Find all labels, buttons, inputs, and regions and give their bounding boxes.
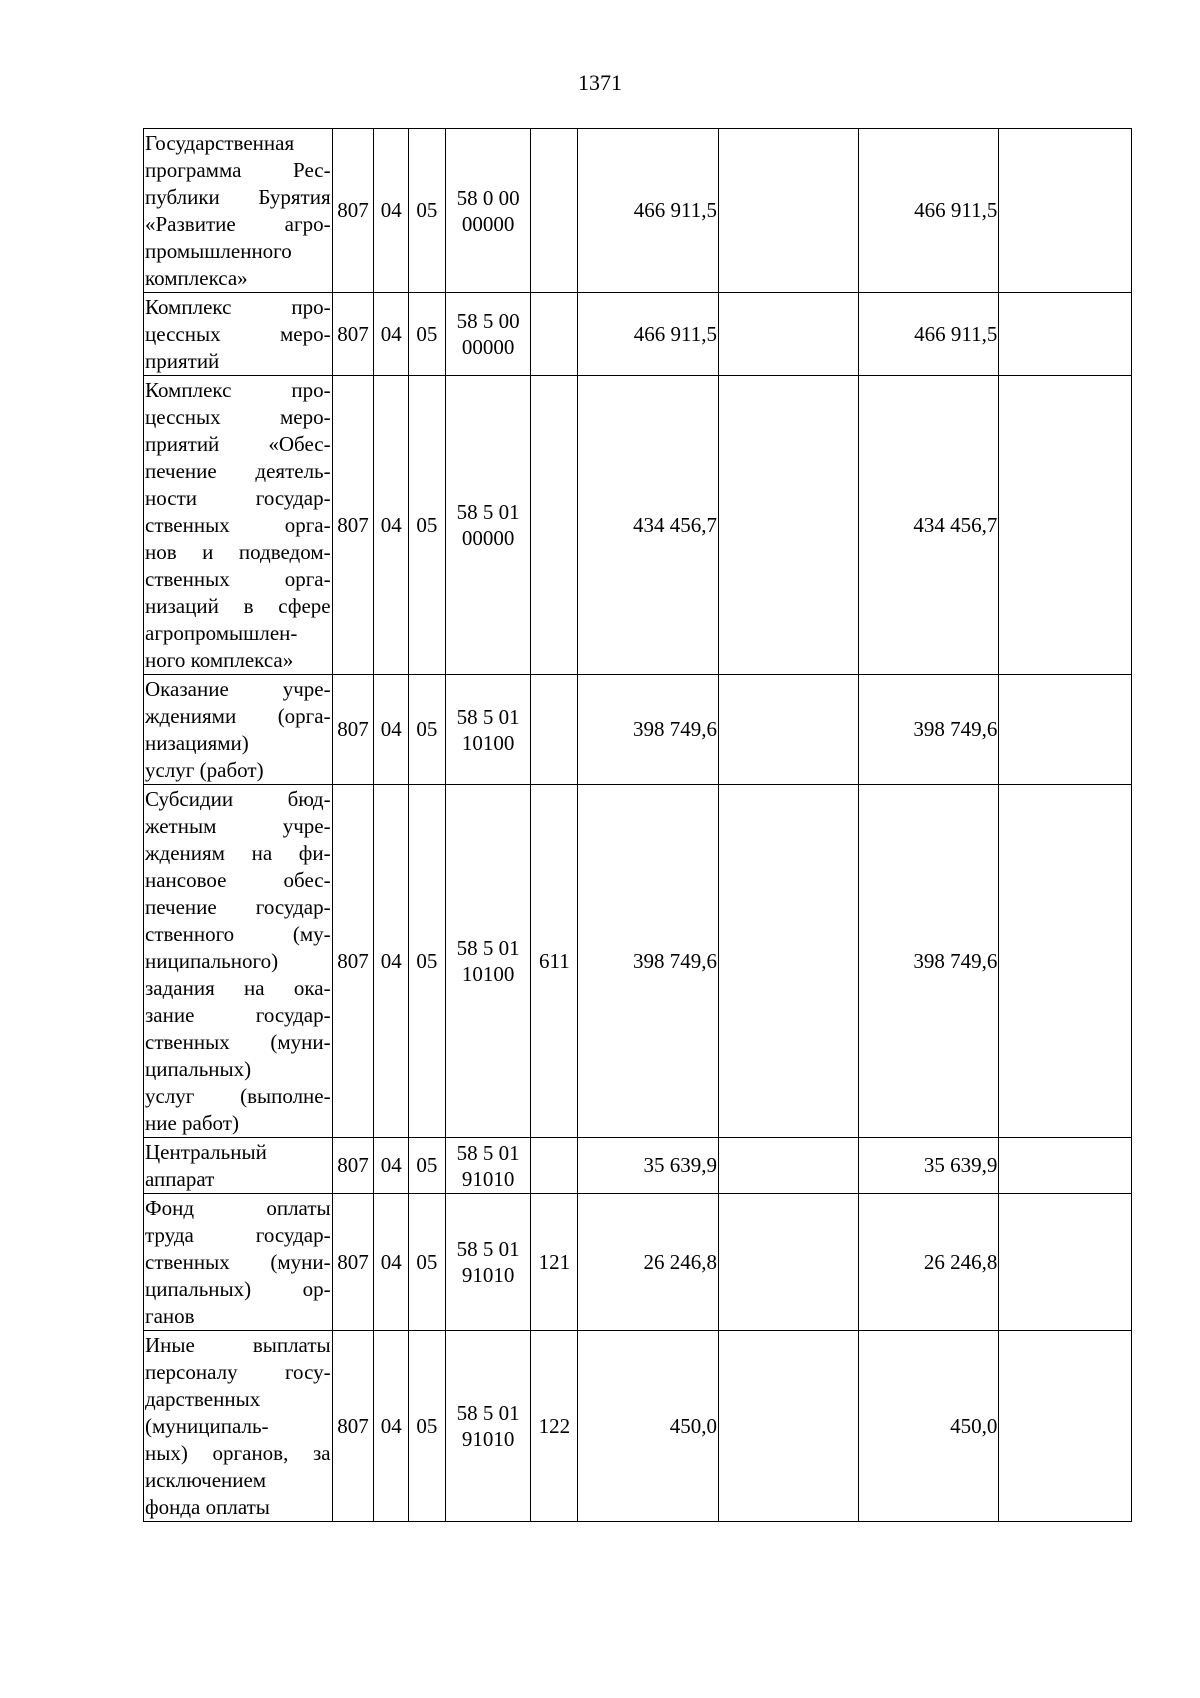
target-article-cell <box>445 675 531 785</box>
rz-code-cell: 04 <box>374 376 409 675</box>
row-name-line: комплекса» <box>145 265 248 290</box>
target-article-part: 58 5 00 <box>456 309 520 333</box>
row-name-line: приятий «Обес- <box>145 431 331 456</box>
row-name-line: ниципального) <box>145 948 279 973</box>
amount-cell <box>719 785 859 1138</box>
amount-cell: 434 456,7 <box>578 376 719 675</box>
row-name-line: ципальных) ор- <box>145 1276 331 1301</box>
rz-code-cell: 04 <box>374 785 409 1138</box>
rz-code-cell: 04 <box>374 1331 409 1522</box>
row-name-line: ного комплекса» <box>145 647 294 672</box>
row-name-line: аппарат <box>145 1166 215 1191</box>
row-name-line: Государственная <box>145 130 295 155</box>
rz-code-cell: 04 <box>374 129 409 293</box>
row-name-line: услуг (выполне- <box>145 1083 331 1108</box>
row-name-line: Комплекс про- <box>145 377 331 402</box>
target-article-part: 58 0 00 <box>456 185 520 210</box>
amount-cell <box>999 129 1132 293</box>
target-article-part: 00000 <box>461 526 515 550</box>
table-row <box>144 1138 1132 1194</box>
table-body <box>144 129 1132 1522</box>
target-article-part: 91010 <box>461 1427 515 1451</box>
row-name-line: дарственных <box>145 1386 261 1411</box>
row-name-line: жетным учре- <box>145 813 331 838</box>
amount-cell: 434 456,7 <box>858 376 999 675</box>
row-name-line: Комплекс про- <box>145 294 331 319</box>
row-name-line: Субсидии бюд- <box>145 786 331 811</box>
target-article-cell <box>445 1194 531 1331</box>
amount-cell <box>999 1331 1132 1522</box>
amount-cell: 398 749,6 <box>578 785 719 1138</box>
amount-cell: 450,0 <box>858 1331 999 1522</box>
rz-code-cell: 04 <box>374 1194 409 1331</box>
amount-cell: 26 246,8 <box>578 1194 719 1331</box>
gr-code-cell: 807 <box>332 675 374 785</box>
amount-cell <box>719 376 859 675</box>
amount-cell: 35 639,9 <box>858 1138 999 1194</box>
target-article-part: 00000 <box>461 211 515 236</box>
amount-cell <box>719 1138 859 1194</box>
gr-code-cell: 807 <box>332 1331 374 1522</box>
amount-cell <box>719 129 859 293</box>
row-name-cell <box>144 129 333 293</box>
amount-cell: 398 749,6 <box>578 675 719 785</box>
target-article-part: 58 5 01 <box>456 1401 520 1425</box>
pr-code-cell: 05 <box>409 376 446 675</box>
amount-cell: 466 911,5 <box>578 129 719 293</box>
expense-type-cell <box>531 376 578 675</box>
pr-code-cell: 05 <box>409 1138 446 1194</box>
row-name-cell <box>144 1138 333 1194</box>
amount-cell: 450,0 <box>578 1331 719 1522</box>
row-name-line: ганов <box>145 1303 195 1328</box>
row-name-line: низаций в сфере <box>145 593 331 618</box>
target-article-cell <box>445 1331 531 1522</box>
row-name-cell <box>144 293 333 376</box>
row-name-line: программа Рес- <box>145 157 331 182</box>
row-name-cell <box>144 1194 333 1331</box>
expense-type-cell <box>531 1138 578 1194</box>
amount-cell <box>719 675 859 785</box>
row-name-cell <box>144 785 333 1138</box>
amount-cell <box>719 293 859 376</box>
amount-cell: 398 749,6 <box>858 785 999 1138</box>
table-row <box>144 785 1132 1138</box>
amount-cell <box>999 675 1132 785</box>
pr-code-cell: 05 <box>409 129 446 293</box>
target-article-part: 91010 <box>461 1166 515 1191</box>
row-name-line: задания на ока- <box>145 975 331 1000</box>
row-name-line: зание государ- <box>145 1002 331 1027</box>
row-name-line: исключением <box>145 1467 267 1492</box>
row-name-line: ственных (муни- <box>145 1029 331 1054</box>
row-name-line: приятий <box>145 348 220 373</box>
gr-code-cell: 807 <box>332 129 374 293</box>
row-name-line: ственных орга- <box>145 566 331 591</box>
amount-cell <box>999 376 1132 675</box>
row-name-line: ждениями (орга- <box>145 703 331 728</box>
row-name-line: нансовое обес- <box>145 867 331 892</box>
table-row <box>144 376 1132 675</box>
row-name-line: Оказание учре- <box>145 676 331 701</box>
table-row <box>144 293 1132 376</box>
amount-cell: 466 911,5 <box>578 293 719 376</box>
target-article-part: 58 5 01 <box>456 1140 520 1165</box>
target-article-cell <box>445 376 531 675</box>
row-name-line: услуг (работ) <box>145 757 264 782</box>
gr-code-cell: 807 <box>332 293 374 376</box>
row-name-line: цессных меро- <box>145 321 331 346</box>
pr-code-cell: 05 <box>409 1194 446 1331</box>
row-name-line: ности государ- <box>145 485 331 510</box>
row-name-cell <box>144 376 333 675</box>
row-name-line: персоналу госу- <box>145 1359 331 1384</box>
row-name-line: Центральный <box>145 1139 267 1164</box>
row-name-line: публики Бурятия <box>145 184 331 209</box>
gr-code-cell: 807 <box>332 785 374 1138</box>
row-name-line: ждениям на фи- <box>145 840 331 865</box>
page-number: 1371 <box>578 70 622 95</box>
row-name-line: промышленного <box>145 238 292 263</box>
target-article-part: 10100 <box>461 962 515 986</box>
row-name-line: печение государ- <box>145 894 331 919</box>
target-article-part: 00000 <box>461 335 515 359</box>
amount-cell <box>999 1194 1132 1331</box>
amount-cell: 35 639,9 <box>578 1138 719 1194</box>
row-name-line: (муниципаль- <box>145 1413 269 1438</box>
amount-cell <box>999 293 1132 376</box>
expense-type-cell <box>531 129 578 293</box>
target-article-part: 10100 <box>461 730 515 755</box>
target-article-part: 58 5 01 <box>456 936 520 960</box>
pr-code-cell: 05 <box>409 1331 446 1522</box>
table-row <box>144 675 1132 785</box>
expense-type-cell: 122 <box>531 1331 578 1522</box>
gr-code-cell: 807 <box>332 376 374 675</box>
row-name-line: ственных орга- <box>145 512 331 537</box>
target-article-cell <box>445 785 531 1138</box>
amount-cell <box>719 1331 859 1522</box>
amount-cell <box>999 1138 1132 1194</box>
row-name-line: ственного (му- <box>145 921 331 946</box>
amount-cell: 26 246,8 <box>858 1194 999 1331</box>
row-name-line: низациями) <box>145 730 249 755</box>
row-name-line: Иные выплаты <box>145 1332 331 1357</box>
target-article-part: 91010 <box>461 1263 515 1287</box>
row-name-line: агропромышлен- <box>145 620 298 645</box>
target-article-cell <box>445 129 531 293</box>
row-name-line: ние работ) <box>145 1110 239 1135</box>
table-row <box>144 1331 1132 1522</box>
gr-code-cell: 807 <box>332 1138 374 1194</box>
amount-cell: 398 749,6 <box>858 675 999 785</box>
amount-cell: 466 911,5 <box>858 129 999 293</box>
rz-code-cell: 04 <box>374 1138 409 1194</box>
pr-code-cell: 05 <box>409 785 446 1138</box>
row-name-cell <box>144 675 333 785</box>
row-name-line: ных) органов, за <box>145 1440 331 1465</box>
row-name-line: печение деятель- <box>145 458 331 483</box>
target-article-part: 58 5 01 <box>456 500 520 524</box>
target-article-part: 58 5 01 <box>456 1237 520 1261</box>
expense-type-cell: 121 <box>531 1194 578 1331</box>
amount-cell: 466 911,5 <box>858 293 999 376</box>
budget-table <box>143 128 1132 1522</box>
table-row <box>144 129 1132 293</box>
table-row <box>144 1194 1132 1331</box>
expense-type-cell <box>531 293 578 376</box>
target-article-part: 58 5 01 <box>456 704 520 729</box>
pr-code-cell: 05 <box>409 293 446 376</box>
row-name-line: труда государ- <box>145 1222 331 1247</box>
rz-code-cell: 04 <box>374 675 409 785</box>
amount-cell <box>999 785 1132 1138</box>
gr-code-cell: 807 <box>332 1194 374 1331</box>
amount-cell <box>719 1194 859 1331</box>
row-name-cell <box>144 1331 333 1522</box>
expense-type-cell <box>531 675 578 785</box>
row-name-line: фонда оплаты <box>145 1494 270 1519</box>
rz-code-cell: 04 <box>374 293 409 376</box>
row-name-line: цессных меро- <box>145 404 331 429</box>
expense-type-cell: 611 <box>531 785 578 1138</box>
target-article-cell <box>445 1138 531 1194</box>
row-name-line: ципальных) <box>145 1056 252 1081</box>
row-name-line: «Развитие агро- <box>145 211 331 236</box>
target-article-cell <box>445 293 531 376</box>
row-name-line: ственных (муни- <box>145 1249 331 1274</box>
row-name-line: нов и подведом- <box>145 539 331 564</box>
row-name-line: Фонд оплаты <box>145 1195 331 1220</box>
pr-code-cell: 05 <box>409 675 446 785</box>
